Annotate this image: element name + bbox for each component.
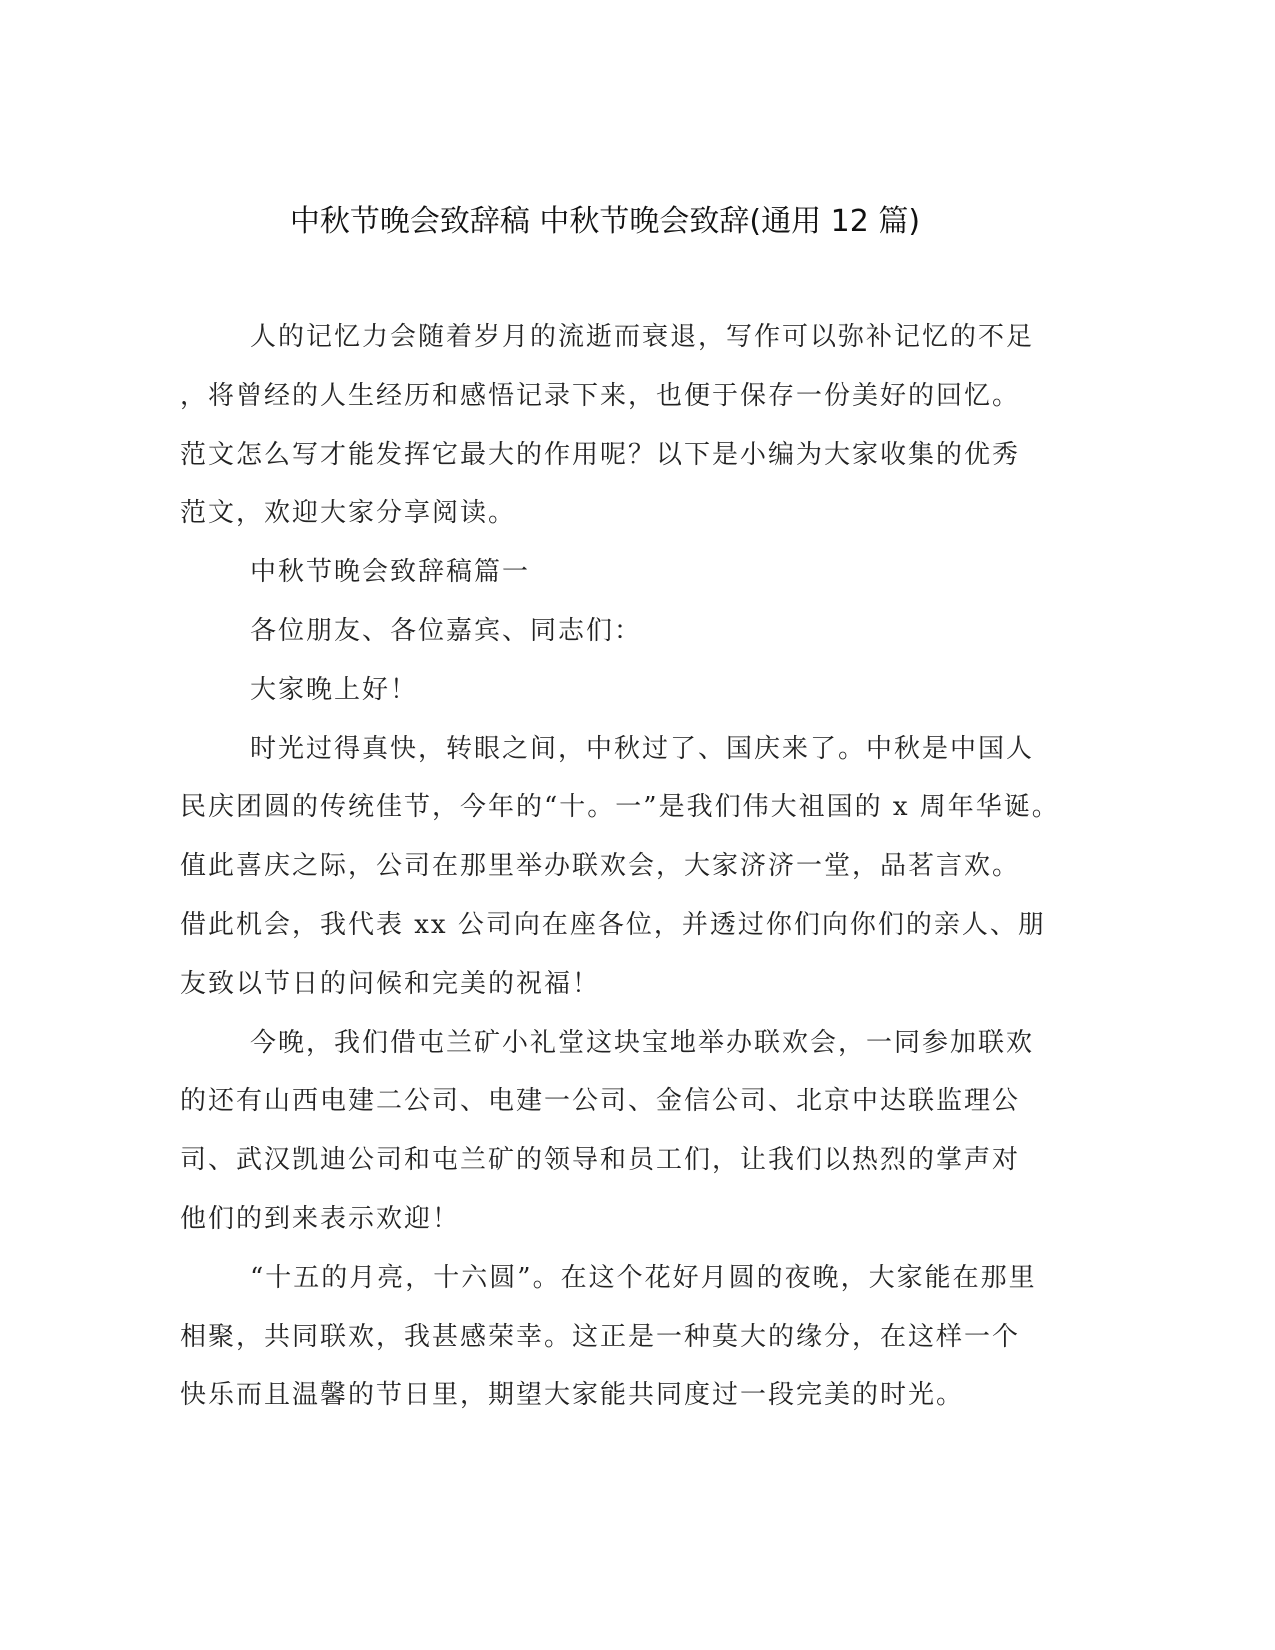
greeting: [180, 661, 1060, 720]
paragraph-moon: [180, 1249, 1060, 1425]
paragraph-time-flies: [180, 720, 1060, 1014]
paragraph-line: 今晚，我们借屯兰矿小礼堂这块宝地举办联欢会，一同参加联欢: [250, 1027, 1035, 1058]
document-title: 中秋节晚会致辞稿 中秋节晚会致辞(通用 12 篇): [289, 204, 921, 239]
salutation-text: 各位朋友、各位嘉宾、同志们：: [250, 615, 643, 646]
paragraph-line: 他们的到来表示欢迎！: [180, 1203, 461, 1234]
paragraph-line: 相聚，共同联欢，我甚感荣幸。这正是一种莫大的缘分，在这样一个: [180, 1321, 1021, 1352]
paragraph-line: 的还有山西电建二公司、电建一公司、金信公司、北京中达联监理公: [180, 1086, 1021, 1117]
section-heading-text: 中秋节晚会致辞稿篇一: [250, 557, 531, 588]
paragraph-line: 人的记忆力会随着岁月的流逝而衰退，写作可以弥补记忆的不足: [250, 322, 1035, 352]
paragraph-line: ，将曾经的人生经历和感悟记录下来，也便于保存一份美好的回忆。: [180, 380, 1021, 411]
paragraph-line: 值此喜庆之际，公司在那里举办联欢会，大家济济一堂，品茗言欢。: [180, 851, 1021, 882]
paragraph-line: 范文，欢迎大家分享阅读。: [180, 498, 517, 529]
paragraph-line: 快乐而且温馨的节日里，期望大家能共同度过一段完美的时光。: [180, 1380, 965, 1411]
salutation: [180, 602, 1060, 661]
paragraph-line: 时光过得真快，转眼之间，中秋过了、国庆来了。中秋是中国人: [250, 733, 1035, 764]
paragraph-line: 友致以节日的问候和完美的祝福！: [180, 968, 601, 999]
paragraph-line: 范文怎么写才能发挥它最大的作用呢？以下是小编为大家收集的优秀: [180, 439, 1021, 470]
document-body: [180, 308, 1060, 1425]
paragraph-line: “十五的月亮，十六圆”。在这个花好月圆的夜晚，大家能在那里: [250, 1262, 1037, 1293]
paragraph-line: 民庆团圆的传统佳节，今年的“十。一”是我们伟大祖国的 x 周年华诞。: [180, 792, 1060, 823]
section-heading: [180, 543, 1060, 602]
paragraph-tonight: [180, 1014, 1060, 1249]
paragraph-intro: [180, 308, 1060, 543]
greeting-text: 大家晚上好！: [250, 674, 419, 705]
paragraph-line: 司、武汉凯迪公司和屯兰矿的领导和员工们，让我们以热烈的掌声对: [180, 1145, 1021, 1176]
paragraph-line: 借此机会，我代表 xx 公司向在座各位，并透过你们向你们的亲人、朋: [180, 909, 1046, 940]
